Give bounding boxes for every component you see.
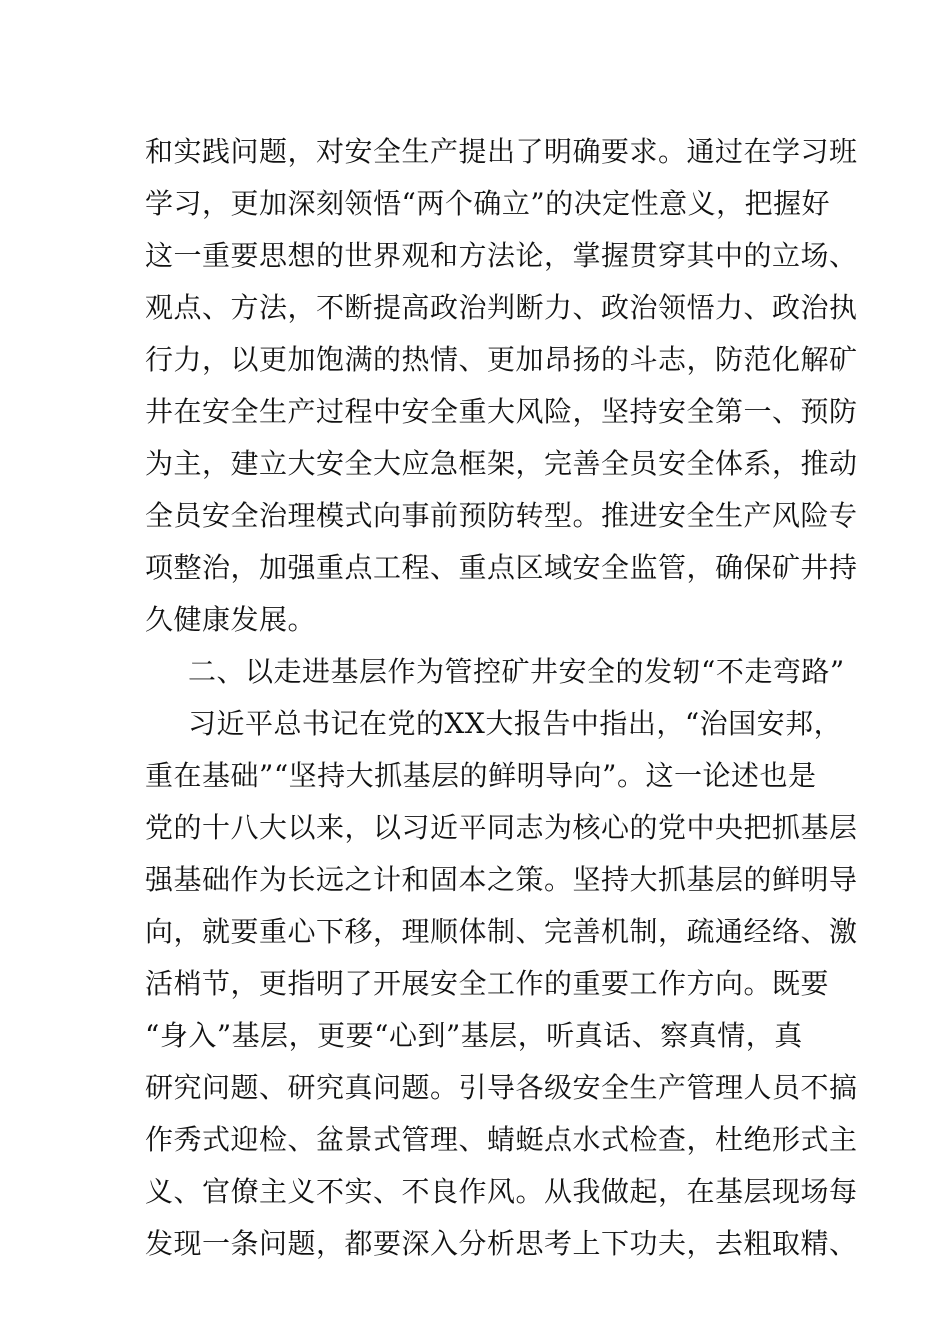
body-text-line: 习近平总书记在党的XX大报告中指出，“治国安邦， [188,707,843,740]
body-text-line: 学习，更加深刻领悟“两个确立”的决定性意义，把握好 [145,187,831,220]
body-text-line: 研究问题、研究真问题。引导各级安全生产管理人员不搞 [145,1071,858,1104]
body-text-line: 强基础作为长远之计和固本之策。坚持大抓基层的鲜明导 [145,863,858,896]
body-text-line: 发现一条问题，都要深入分析思考上下功夫，去粗取精、 [145,1227,858,1260]
body-text-line: 这一重要思想的世界观和方法论，掌握贯穿其中的立场、 [145,239,858,272]
body-text-line: 党的十八大以来，以习近平同志为核心的党中央把抓基层 [145,811,858,844]
body-text-line: 重在基础”“坚持大抓基层的鲜明导向”。这一论述也是 [145,759,817,792]
section-heading: 二、以走进基层作为管控矿井安全的发轫“不走弯路” [188,655,845,688]
body-text-line: 为主，建立大安全大应急框架，完善全员安全体系，推动 [145,447,858,480]
body-text-line: 作秀式迎检、盆景式管理、蜻蜓点水式检查，杜绝形式主 [145,1123,858,1156]
body-text-line: 行力，以更加饱满的热情、更加昂扬的斗志，防范化解矿 [145,343,858,376]
body-text-line: 井在安全生产过程中安全重大风险，坚持安全第一、预防 [145,395,858,428]
body-text-line: 义、官僚主义不实、不良作风。从我做起，在基层现场每 [145,1175,858,1208]
body-text-line: 全员安全治理模式向事前预防转型。推进安全生产风险专 [145,499,858,532]
body-text-line: 观点、方法，不断提高政治判断力、政治领悟力、政治执 [145,291,858,324]
body-text-line: “身入”基层，更要“心到”基层，听真话、察真情，真 [145,1019,803,1052]
body-text-line: 活梢节，更指明了开展安全工作的重要工作方向。既要 [145,967,830,1000]
body-text-line: 项整治，加强重点工程、重点区域安全监管，确保矿井持 [145,551,858,584]
body-text-line: 向，就要重心下移，理顺体制、完善机制，疏通经络、激 [145,915,858,948]
body-text-line: 久健康发展。 [145,603,317,636]
body-text-line: 和实践问题，对安全生产提出了明确要求。通过在学习班 [145,135,858,168]
